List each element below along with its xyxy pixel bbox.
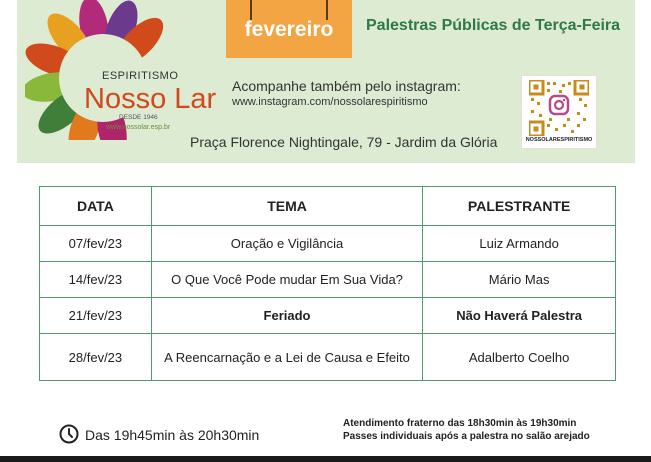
month-tag	[226, 0, 352, 58]
date-cell: 21/fev/23	[40, 298, 152, 334]
series-title: Palestras Públicas de Terça-Feira	[366, 17, 621, 34]
bottom-bar	[0, 456, 651, 462]
qr-code[interactable]	[521, 75, 597, 149]
logo-nosso-lar: Nosso Lar	[84, 83, 217, 115]
instagram-line: Acompanhe também pelo instagram:	[232, 78, 461, 94]
pin-icon	[326, 0, 328, 20]
date-cell: 14/fev/23	[40, 262, 152, 298]
speaker-cell: Não Haverá Palestra	[423, 298, 616, 334]
logo-espiritismo: ESPIRITISMO	[102, 70, 179, 82]
fraternal-service-note: Atendimento fraterno das 18h30min às 19h30min	[343, 418, 577, 429]
column-header-palestrante: PALESTRANTE	[423, 187, 616, 226]
lecture-time: Das 19h45min às 20h30min	[85, 427, 260, 443]
column-header-data: DATA	[40, 187, 152, 226]
table-row	[40, 226, 616, 262]
qr-code-icon	[529, 80, 589, 136]
column-header-tema: TEMA	[151, 187, 422, 226]
month-label: fevereiro	[244, 18, 334, 41]
table-header-row	[40, 187, 616, 226]
logo-since: DESDE 1946	[119, 114, 158, 121]
table-row	[40, 262, 616, 298]
table-row	[40, 334, 616, 381]
schedule-table	[39, 186, 616, 381]
table-row	[40, 298, 616, 334]
date-cell: 07/fev/23	[40, 226, 152, 262]
speaker-cell: Mário Mas	[423, 262, 616, 298]
pin-icon	[250, 0, 252, 20]
passes-note: Passes individuais após a palestra no salão arejado	[343, 431, 590, 442]
clock-icon	[59, 424, 79, 444]
date-cell: 28/fev/23	[40, 334, 152, 381]
theme-cell: O Que Você Pode mudar Em Sua Vida?	[151, 262, 422, 298]
speaker-cell: Adalberto Coelho	[423, 334, 616, 381]
address: Praça Florence Nightingale, 79 - Jardim da Glória	[190, 134, 498, 150]
logo-website: www.nossolar.esp.br	[106, 124, 171, 131]
theme-cell: Feriado	[151, 298, 422, 334]
theme-cell: A Reencarnação e a Lei de Causa e Efeito	[151, 334, 422, 381]
qr-caption: NOSSOLARESPIRITISMO	[525, 137, 593, 143]
theme-cell: Oração e Vigilância	[151, 226, 422, 262]
instagram-url[interactable]: www.instagram.com/nossolarespiritismo	[232, 96, 428, 108]
speaker-cell: Luiz Armando	[423, 226, 616, 262]
